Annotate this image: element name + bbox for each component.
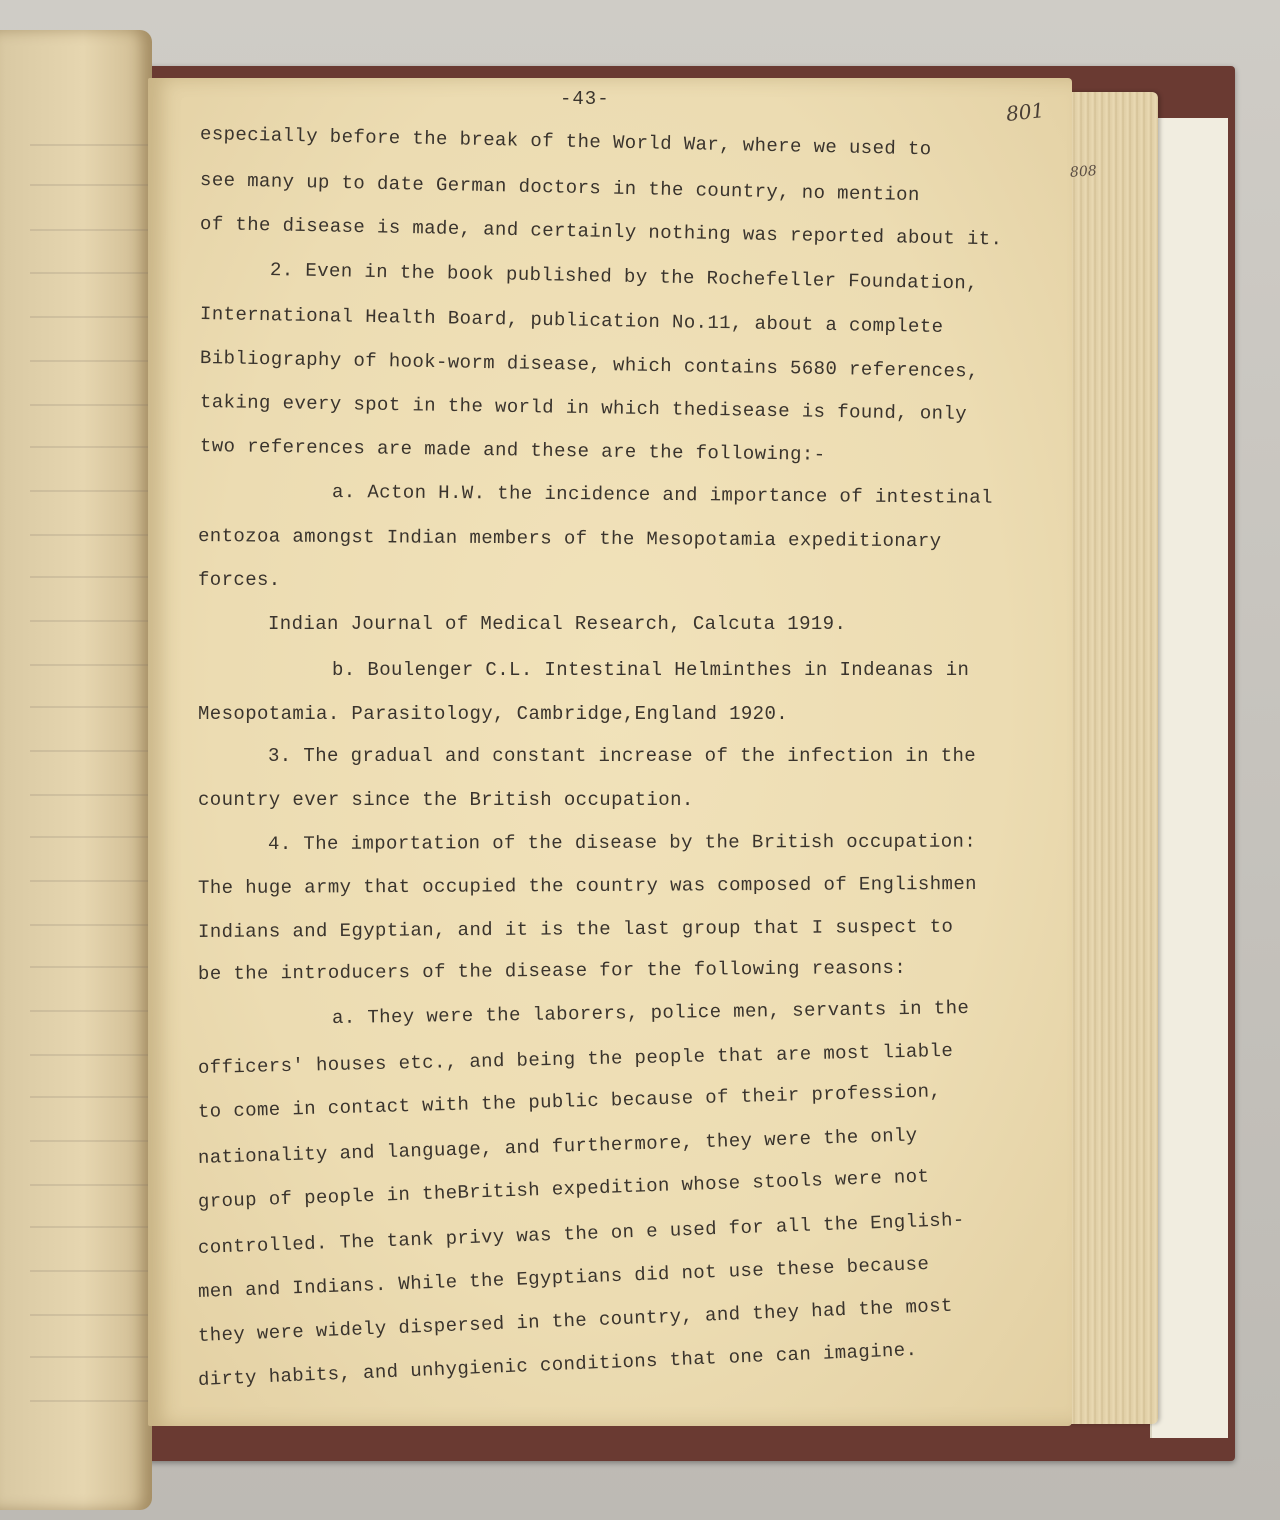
text-line: a. Acton H.W. the incidence and importance of intestinal: [331, 481, 993, 509]
text-line: 3. The gradual and constant increase of the infection in the: [268, 745, 977, 767]
text-line: of the disease is made, and certainly nothing was reported about it.: [199, 213, 1003, 251]
text-line: taking every spot in the world in which thedisease is found, only: [199, 391, 968, 426]
text-line: they were widely dispersed in the country, and they had the most: [197, 1294, 954, 1347]
text-line: nationality and language, and furthermore, they were the only: [197, 1124, 918, 1169]
text-line: International Health Board, publication No.11, about a complete: [199, 303, 944, 338]
text-line: Indian Journal of Medical Research, Calcuta 1919.: [268, 613, 847, 635]
page-stack-edges: [1062, 92, 1158, 1424]
text-line: 4. The importation of the disease by the British occupation:: [267, 830, 977, 855]
text-line: Indians and Egyptian, and it is the last group that I suspect to: [197, 915, 954, 943]
page-number: -43-: [560, 88, 610, 110]
text-line: dirty habits, and unhygienic conditions that one can imagine.: [197, 1338, 918, 1391]
text-line: be the introducers of the disease for the following reasons:: [197, 956, 907, 985]
handwritten-folio-number-faint: 808: [1069, 163, 1098, 181]
text-line: entozoa amongst Indian members of the Mesopotamia expeditionary: [197, 525, 942, 553]
text-line: a. They were the laborers, police men, servants in the: [331, 996, 970, 1029]
text-line: to come in contact with the public because of their profession,: [197, 1080, 942, 1123]
text-line: The huge army that occupied the country was composed of Englishmen: [197, 872, 977, 899]
handwritten-folio-number: 801: [1004, 98, 1046, 126]
end-paper: [1150, 118, 1228, 1438]
text-line: Mesopotamia. Parasitology, Cambridge,England 1920.: [198, 703, 789, 725]
left-facing-page: [0, 30, 152, 1510]
text-line: men and Indians. While the Egyptians did not use these because: [197, 1252, 930, 1303]
typed-page: [148, 78, 1098, 1426]
text-line: 2. Even in the book published by the Rochefeller Foundation,: [269, 259, 979, 295]
text-line: controlled. The tank privy was the on e used for all the English-: [197, 1208, 966, 1259]
text-line: see many up to date German doctors in the country, no mention: [199, 169, 920, 207]
text-line: officers' houses etc., and being the people that are most liable: [197, 1039, 954, 1079]
text-line: Bibliography of hook-worm disease, which contains 5680 references,: [199, 347, 980, 383]
text-line: forces.: [198, 569, 281, 591]
text-line: b. Boulenger C.L. Intestinal Helminthes in Indeanas in: [332, 659, 970, 681]
text-line: country ever since the British occupation.: [198, 789, 694, 811]
text-line: group of people in theBritish expedition whose stools were not: [197, 1165, 930, 1213]
text-line: two references are made and these are the following:-: [199, 435, 826, 466]
text-line: especially before the break of the World War, where we used to: [199, 123, 932, 161]
